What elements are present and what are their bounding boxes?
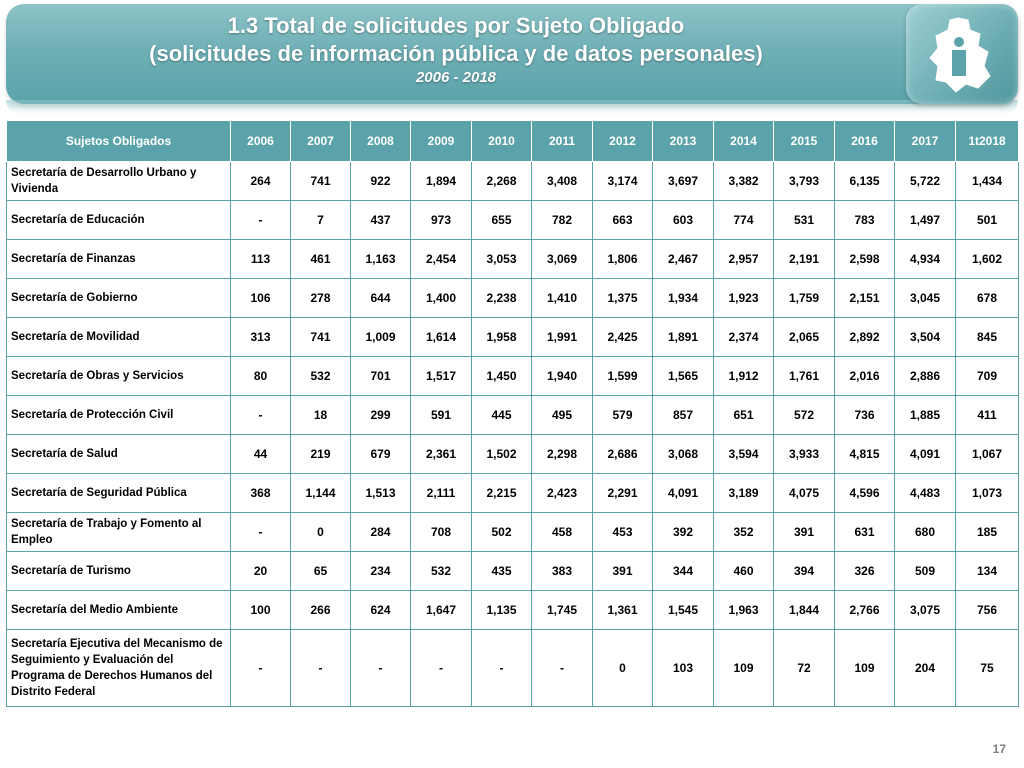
value-cell: 313 <box>231 318 291 357</box>
value-cell: 708 <box>411 513 472 552</box>
value-cell: 756 <box>956 591 1019 630</box>
value-cell: 1,163 <box>351 240 411 279</box>
value-cell: 453 <box>593 513 653 552</box>
value-cell: 3,933 <box>774 435 835 474</box>
requests-table <box>6 120 1019 707</box>
table-row <box>7 591 1019 630</box>
subject-name-cell: Secretaría Ejecutiva del Mecanismo de Seguimiento y Evaluación del Programa de Derechos Humanos del Distrito Federal <box>7 630 231 707</box>
subject-name-cell: Secretaría de Protección Civil <box>7 396 231 435</box>
value-cell: 922 <box>351 162 411 201</box>
table-header-row <box>7 121 1019 162</box>
table-row <box>7 630 1019 707</box>
value-cell: - <box>291 630 351 707</box>
value-cell: 973 <box>411 201 472 240</box>
value-cell: 20 <box>231 552 291 591</box>
value-cell: - <box>411 630 472 707</box>
column-header-year: 2013 <box>653 121 714 162</box>
table-row <box>7 162 1019 201</box>
value-cell: - <box>532 630 593 707</box>
value-cell: 1,067 <box>956 435 1019 474</box>
value-cell: - <box>231 630 291 707</box>
column-header-year: 2016 <box>835 121 895 162</box>
value-cell: 5,722 <box>895 162 956 201</box>
value-cell: 383 <box>532 552 593 591</box>
value-cell: 1,361 <box>593 591 653 630</box>
value-cell: 44 <box>231 435 291 474</box>
value-cell: 3,045 <box>895 279 956 318</box>
subject-name-cell: Secretaría de Salud <box>7 435 231 474</box>
value-cell: 572 <box>774 396 835 435</box>
value-cell: 1,144 <box>291 474 351 513</box>
value-cell: 1,745 <box>532 591 593 630</box>
value-cell: 4,596 <box>835 474 895 513</box>
value-cell: 1,614 <box>411 318 472 357</box>
value-cell: 1,806 <box>593 240 653 279</box>
value-cell: 460 <box>714 552 774 591</box>
value-cell: 2,454 <box>411 240 472 279</box>
value-cell: 445 <box>472 396 532 435</box>
column-header-year: 2012 <box>593 121 653 162</box>
column-header-year: 2009 <box>411 121 472 162</box>
value-cell: 352 <box>714 513 774 552</box>
value-cell: 100 <box>231 591 291 630</box>
value-cell: 531 <box>774 201 835 240</box>
value-cell: 3,697 <box>653 162 714 201</box>
value-cell: 284 <box>351 513 411 552</box>
value-cell: 741 <box>291 318 351 357</box>
value-cell: 3,504 <box>895 318 956 357</box>
table-row <box>7 201 1019 240</box>
table-row <box>7 240 1019 279</box>
value-cell: 461 <box>291 240 351 279</box>
value-cell: 4,483 <box>895 474 956 513</box>
subject-name-cell: Secretaría del Medio Ambiente <box>7 591 231 630</box>
value-cell: 1,502 <box>472 435 532 474</box>
value-cell: 631 <box>835 513 895 552</box>
value-cell: 3,408 <box>532 162 593 201</box>
value-cell: 1,400 <box>411 279 472 318</box>
column-header-year: 1t2018 <box>956 121 1019 162</box>
page-subtitle: (solicitudes de información pública y de datos personales) <box>149 41 763 66</box>
value-cell: 1,410 <box>532 279 593 318</box>
value-cell: 234 <box>351 552 411 591</box>
value-cell: 7 <box>291 201 351 240</box>
value-cell: 591 <box>411 396 472 435</box>
value-cell: 774 <box>714 201 774 240</box>
value-cell: 2,191 <box>774 240 835 279</box>
value-cell: 4,091 <box>653 474 714 513</box>
column-header-year: 2017 <box>895 121 956 162</box>
value-cell: 2,268 <box>472 162 532 201</box>
value-cell: 2,957 <box>714 240 774 279</box>
value-cell: 1,135 <box>472 591 532 630</box>
value-cell: 458 <box>532 513 593 552</box>
value-cell: 857 <box>653 396 714 435</box>
value-cell: 532 <box>291 357 351 396</box>
value-cell: - <box>472 630 532 707</box>
value-cell: 4,815 <box>835 435 895 474</box>
value-cell: 2,238 <box>472 279 532 318</box>
value-cell: 3,053 <box>472 240 532 279</box>
column-header-year: 2007 <box>291 121 351 162</box>
subject-name-cell: Secretaría de Desarrollo Urbano y Vivienda <box>7 162 231 201</box>
value-cell: - <box>231 513 291 552</box>
value-cell: 2,423 <box>532 474 593 513</box>
value-cell: 1,885 <box>895 396 956 435</box>
subject-name-cell: Secretaría de Finanzas <box>7 240 231 279</box>
subject-name-cell: Secretaría de Trabajo y Fomento al Empleo <box>7 513 231 552</box>
column-header-year: 2006 <box>231 121 291 162</box>
value-cell: 1,073 <box>956 474 1019 513</box>
subject-name-cell: Secretaría de Movilidad <box>7 318 231 357</box>
value-cell: 709 <box>956 357 1019 396</box>
value-cell: - <box>231 396 291 435</box>
value-cell: 579 <box>593 396 653 435</box>
value-cell: 1,759 <box>774 279 835 318</box>
value-cell: 3,382 <box>714 162 774 201</box>
value-cell: 4,091 <box>895 435 956 474</box>
page-number: 17 <box>992 742 1006 756</box>
value-cell: 501 <box>956 201 1019 240</box>
value-cell: 1,602 <box>956 240 1019 279</box>
subject-name-cell: Secretaría de Seguridad Pública <box>7 474 231 513</box>
value-cell: 603 <box>653 201 714 240</box>
value-cell: 264 <box>231 162 291 201</box>
value-cell: 2,892 <box>835 318 895 357</box>
value-cell: 1,991 <box>532 318 593 357</box>
value-cell: 80 <box>231 357 291 396</box>
value-cell: 1,009 <box>351 318 411 357</box>
table-row <box>7 474 1019 513</box>
value-cell: 0 <box>593 630 653 707</box>
value-cell: 644 <box>351 279 411 318</box>
column-header-year: 2008 <box>351 121 411 162</box>
value-cell: 1,647 <box>411 591 472 630</box>
value-cell: 72 <box>774 630 835 707</box>
value-cell: 3,594 <box>714 435 774 474</box>
value-cell: 113 <box>231 240 291 279</box>
value-cell: 75 <box>956 630 1019 707</box>
column-header-year: 2014 <box>714 121 774 162</box>
value-cell: 1,545 <box>653 591 714 630</box>
institution-logo <box>906 4 1018 104</box>
value-cell: 2,065 <box>774 318 835 357</box>
value-cell: 701 <box>351 357 411 396</box>
table-row <box>7 435 1019 474</box>
subject-name-cell: Secretaría de Turismo <box>7 552 231 591</box>
value-cell: 782 <box>532 201 593 240</box>
value-cell: 532 <box>411 552 472 591</box>
value-cell: 1,923 <box>714 279 774 318</box>
value-cell: 4,934 <box>895 240 956 279</box>
value-cell: 391 <box>774 513 835 552</box>
value-cell: 2,361 <box>411 435 472 474</box>
table-row <box>7 552 1019 591</box>
table-row <box>7 357 1019 396</box>
value-cell: 204 <box>895 630 956 707</box>
value-cell: 741 <box>291 162 351 201</box>
value-cell: 1,450 <box>472 357 532 396</box>
page-title: 1.3 Total de solicitudes por Sujeto Obligado <box>227 13 685 38</box>
value-cell: 1,934 <box>653 279 714 318</box>
value-cell: 1,958 <box>472 318 532 357</box>
value-cell: 3,068 <box>653 435 714 474</box>
value-cell: 103 <box>653 630 714 707</box>
value-cell: 2,374 <box>714 318 774 357</box>
value-cell: 783 <box>835 201 895 240</box>
column-header-year: 2011 <box>532 121 593 162</box>
value-cell: 2,686 <box>593 435 653 474</box>
value-cell: 1,375 <box>593 279 653 318</box>
value-cell: 1,963 <box>714 591 774 630</box>
value-cell: 736 <box>835 396 895 435</box>
value-cell: 368 <box>231 474 291 513</box>
value-cell: 109 <box>835 630 895 707</box>
value-cell: 1,894 <box>411 162 472 201</box>
table-row <box>7 513 1019 552</box>
value-cell: 1,761 <box>774 357 835 396</box>
value-cell: 2,016 <box>835 357 895 396</box>
value-cell: 1,513 <box>351 474 411 513</box>
value-cell: 4,075 <box>774 474 835 513</box>
value-cell: 1,497 <box>895 201 956 240</box>
table-row <box>7 279 1019 318</box>
value-cell: 502 <box>472 513 532 552</box>
column-header-year: 2015 <box>774 121 835 162</box>
value-cell: 624 <box>351 591 411 630</box>
value-cell: 299 <box>351 396 411 435</box>
title-block <box>0 12 912 88</box>
value-cell: 2,467 <box>653 240 714 279</box>
column-header-year: 2010 <box>472 121 532 162</box>
value-cell: 392 <box>653 513 714 552</box>
value-cell: 1,844 <box>774 591 835 630</box>
table-row <box>7 396 1019 435</box>
value-cell: 6,135 <box>835 162 895 201</box>
value-cell: 391 <box>593 552 653 591</box>
value-cell: 1,434 <box>956 162 1019 201</box>
value-cell: 2,151 <box>835 279 895 318</box>
value-cell: 655 <box>472 201 532 240</box>
value-cell: 185 <box>956 513 1019 552</box>
value-cell: 509 <box>895 552 956 591</box>
value-cell: 651 <box>714 396 774 435</box>
value-cell: 679 <box>351 435 411 474</box>
value-cell: 495 <box>532 396 593 435</box>
value-cell: 2,298 <box>532 435 593 474</box>
value-cell: 1,891 <box>653 318 714 357</box>
value-cell: 3,075 <box>895 591 956 630</box>
value-cell: 3,069 <box>532 240 593 279</box>
value-cell: 344 <box>653 552 714 591</box>
title-banner-reflection <box>6 100 1018 114</box>
table-row <box>7 318 1019 357</box>
value-cell: 18 <box>291 396 351 435</box>
value-cell: 680 <box>895 513 956 552</box>
value-cell: 2,111 <box>411 474 472 513</box>
value-cell: 1,565 <box>653 357 714 396</box>
value-cell: 2,215 <box>472 474 532 513</box>
year-range: 2006 - 2018 <box>415 69 497 86</box>
value-cell: 0 <box>291 513 351 552</box>
value-cell: 1,599 <box>593 357 653 396</box>
value-cell: 1,940 <box>532 357 593 396</box>
subject-name-cell: Secretaría de Gobierno <box>7 279 231 318</box>
value-cell: 3,189 <box>714 474 774 513</box>
value-cell: 1,517 <box>411 357 472 396</box>
value-cell: 663 <box>593 201 653 240</box>
value-cell: 2,291 <box>593 474 653 513</box>
value-cell: 2,598 <box>835 240 895 279</box>
value-cell: 219 <box>291 435 351 474</box>
map-logo-icon <box>928 14 996 96</box>
value-cell: 394 <box>774 552 835 591</box>
value-cell: 326 <box>835 552 895 591</box>
value-cell: 2,425 <box>593 318 653 357</box>
subject-name-cell: Secretaría de Obras y Servicios <box>7 357 231 396</box>
value-cell: - <box>351 630 411 707</box>
value-cell: 109 <box>714 630 774 707</box>
value-cell: 278 <box>291 279 351 318</box>
value-cell: 3,174 <box>593 162 653 201</box>
value-cell: 134 <box>956 552 1019 591</box>
column-header-subject: Sujetos Obligados <box>7 121 231 162</box>
value-cell: 266 <box>291 591 351 630</box>
value-cell: 2,766 <box>835 591 895 630</box>
value-cell: 65 <box>291 552 351 591</box>
value-cell: 1,912 <box>714 357 774 396</box>
value-cell: 845 <box>956 318 1019 357</box>
value-cell: - <box>231 201 291 240</box>
value-cell: 3,793 <box>774 162 835 201</box>
value-cell: 411 <box>956 396 1019 435</box>
value-cell: 678 <box>956 279 1019 318</box>
value-cell: 2,886 <box>895 357 956 396</box>
subject-name-cell: Secretaría de Educación <box>7 201 231 240</box>
value-cell: 437 <box>351 201 411 240</box>
value-cell: 435 <box>472 552 532 591</box>
value-cell: 106 <box>231 279 291 318</box>
